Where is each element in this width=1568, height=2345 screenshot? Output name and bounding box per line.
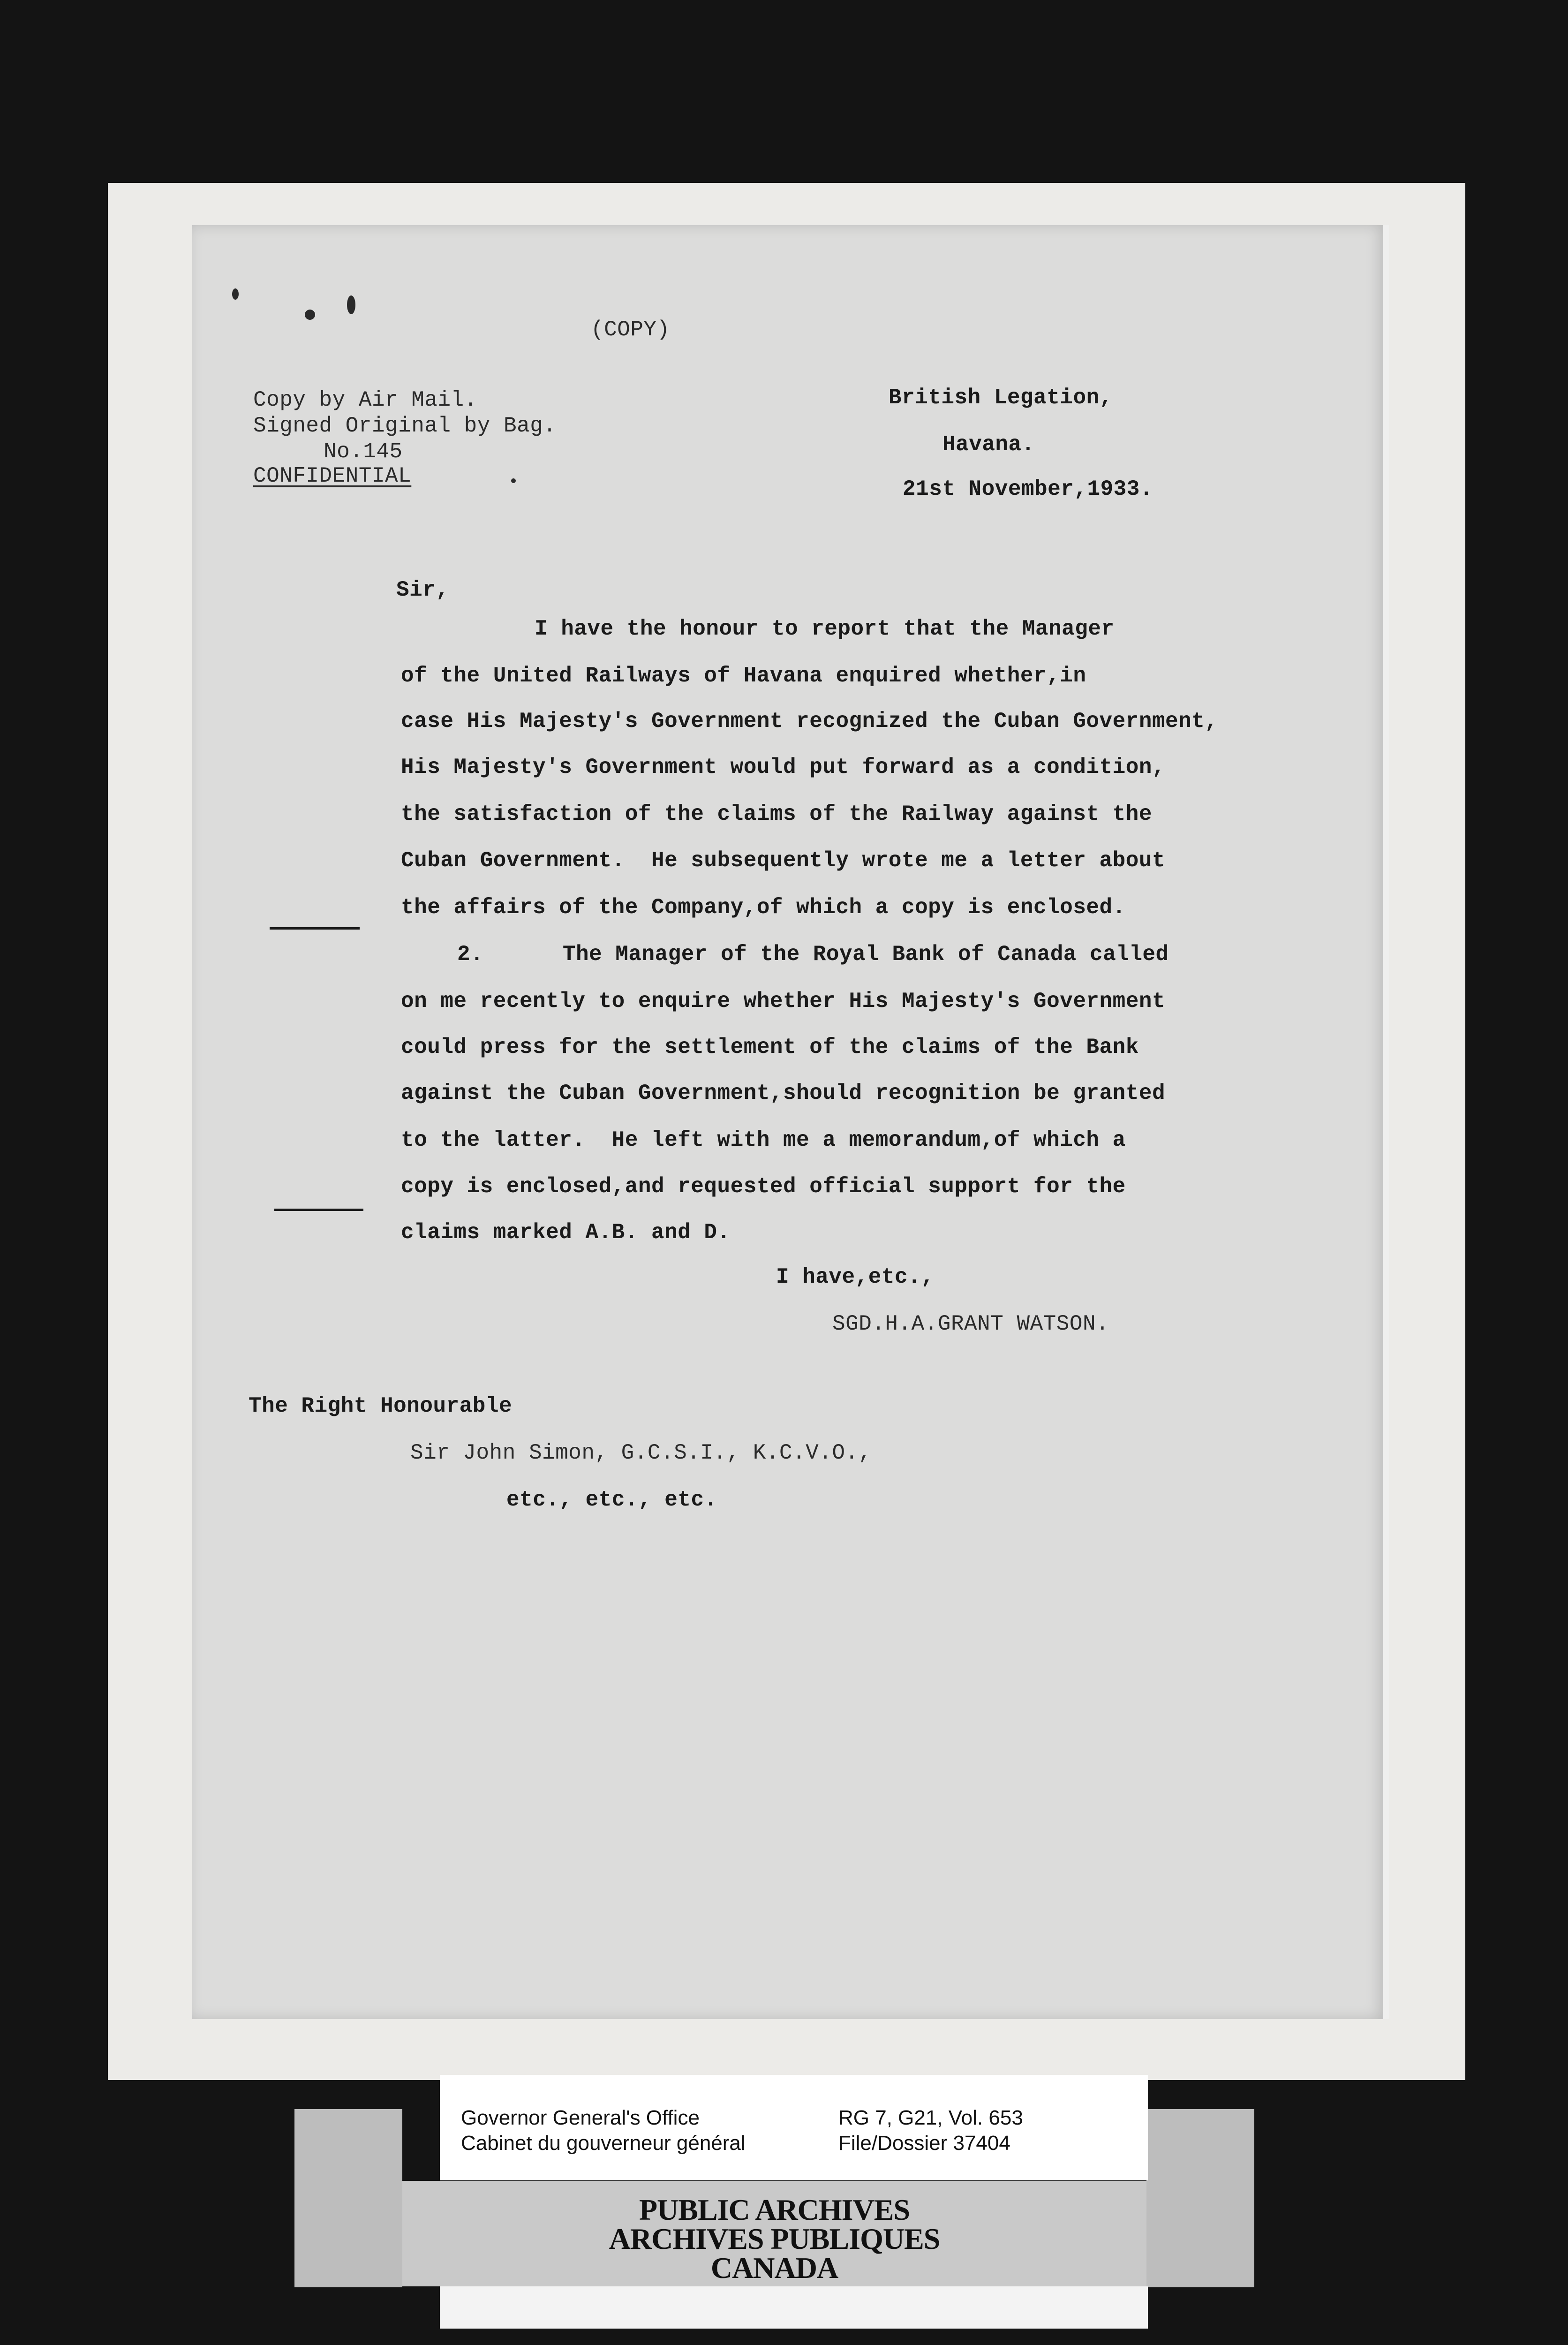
office-french: Cabinet du gouverneur général <box>461 2132 746 2155</box>
body-line: His Majesty's Government would put forward as a condition, <box>401 755 1166 779</box>
stamp-canada: CANADA <box>710 2251 838 2284</box>
letter-page <box>192 225 1383 2019</box>
stamp-archives-publiques: ARCHIVES PUBLIQUES <box>609 2222 940 2255</box>
body-line: against the Cuban Government,should recognition be granted <box>401 1081 1166 1105</box>
copy-mark: (COPY) <box>591 318 670 342</box>
office-english: Governor General's Office <box>461 2106 700 2129</box>
body-line: the affairs of the Company,of which a copy is enclosed. <box>401 895 1126 920</box>
legation-name: British Legation, <box>889 386 1113 410</box>
body-line: on me recently to enquire whether His Majesty's Government <box>401 989 1166 1014</box>
enclosure-margin-mark <box>274 1209 363 1211</box>
body-line: of the United Railways of Havana enquired whether,in <box>401 664 1086 688</box>
body-line: to the latter. He left with me a memorandum,of which a <box>401 1128 1126 1152</box>
header-signed-original: Signed Original by Bag. <box>253 414 557 438</box>
body-line: Cuban Government. He subsequently wrote me a letter about <box>401 848 1166 873</box>
ink-speck <box>511 478 516 483</box>
addressee-title: The Right Honourable <box>249 1394 513 1418</box>
body-line: could press for the settlement of the claims of the Bank <box>401 1035 1139 1059</box>
header-number: No.145 <box>324 439 403 464</box>
salutation: Sir, <box>396 578 449 602</box>
label-frame-left <box>294 2109 402 2287</box>
file-number: File/Dossier 37404 <box>838 2132 1010 2155</box>
addressee-name: Sir John Simon, G.C.S.I., K.C.V.O., <box>410 1441 872 1465</box>
ink-speck <box>347 295 355 314</box>
record-group-reference: RG 7, G21, Vol. 653 <box>838 2106 1023 2129</box>
ink-speck <box>232 288 239 300</box>
closing: I have,etc., <box>776 1265 935 1289</box>
body-line: copy is enclosed,and requested official support for the <box>401 1174 1126 1199</box>
body-line: 2. The Manager of the Royal Bank of Canada called <box>457 942 1169 967</box>
body-line: the satisfaction of the claims of the Railway against the <box>401 802 1152 826</box>
header-confidential: CONFIDENTIAL <box>253 464 412 488</box>
label-lower-strip <box>440 2286 1148 2329</box>
body-line: case His Majesty's Government recognized the Cuban Government, <box>401 709 1218 734</box>
legation-city: Havana. <box>942 432 1035 457</box>
letter-date: 21st November,1933. <box>903 477 1153 501</box>
addressee-etc: etc., etc., etc. <box>506 1488 717 1512</box>
body-line: I have the honour to report that the Manager <box>535 617 1115 641</box>
stamp-public-archives: PUBLIC ARCHIVES <box>639 2193 910 2226</box>
body-line: claims marked A.B. and D. <box>401 1220 731 1245</box>
label-frame-right <box>1146 2109 1254 2287</box>
enclosure-margin-mark <box>270 927 360 930</box>
ink-speck <box>305 310 315 320</box>
header-air-mail: Copy by Air Mail. <box>253 388 477 412</box>
archive-reference-label <box>440 2075 1148 2180</box>
signature: SGD.H.A.GRANT WATSON. <box>832 1312 1109 1336</box>
